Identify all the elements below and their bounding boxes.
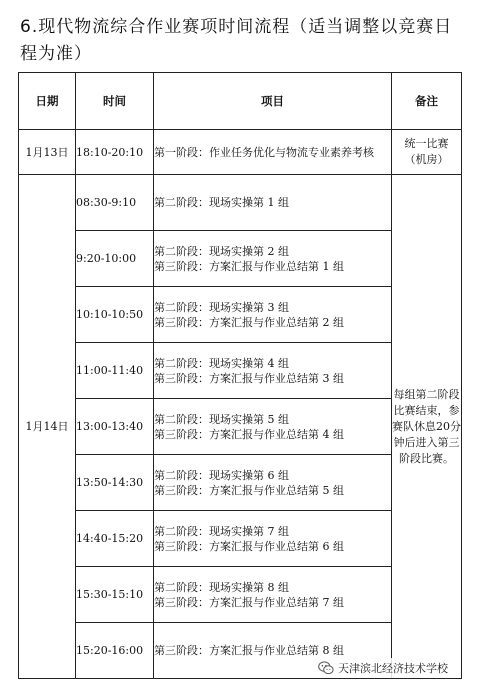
item-cell <box>154 175 392 231</box>
time-cell: 18:10-20:10 <box>76 130 154 175</box>
item-line: 第二阶段：现场实操第 1 组 <box>154 196 289 209</box>
item-line: 第二阶段：现场实操第 7 组 <box>154 524 289 538</box>
time-cell: 10:10-10:50 <box>76 287 154 343</box>
note-cell <box>392 175 462 679</box>
item-line: 第二阶段：现场实操第 6 组 <box>154 468 289 482</box>
table-header-row <box>19 73 462 130</box>
time-cell: 11:00-11:40 <box>76 343 154 399</box>
item-line: 第二阶段：现场实操第 8 组 <box>154 580 289 594</box>
item-line: 第二阶段：现场实操第 3 组 <box>154 300 289 314</box>
note-line: （机房） <box>404 153 449 166</box>
time-cell: 13:00-13:40 <box>76 399 154 455</box>
item-cell <box>154 511 392 567</box>
item-line: 第三阶段：方案汇报与作业总结第 5 组 <box>154 483 344 497</box>
note-cell <box>392 130 462 175</box>
item-line: 第三阶段：方案汇报与作业总结第 7 组 <box>154 595 344 609</box>
wechat-icon <box>318 660 334 676</box>
header-item: 项目 <box>154 73 392 130</box>
item-line: 第三阶段：方案汇报与作业总结第 4 组 <box>154 427 344 441</box>
item-cell <box>154 231 392 287</box>
table-row <box>19 175 462 231</box>
item-line: 第三阶段：方案汇报与作业总结第 6 组 <box>154 539 344 553</box>
time-cell: 15:20-16:00 <box>76 623 154 679</box>
header-time: 时间 <box>76 73 154 130</box>
item-line: 第三阶段：方案汇报与作业总结第 1 组 <box>154 259 344 273</box>
date-cell: 1月14日 <box>19 175 76 679</box>
item-line: 第三阶段：方案汇报与作业总结第 3 组 <box>154 371 344 385</box>
time-cell: 13:50-14:30 <box>76 455 154 511</box>
table-row <box>19 130 462 175</box>
time-cell: 9:20-10:00 <box>76 231 154 287</box>
watermark-text: 天津滨北经济技术学校 <box>338 662 448 675</box>
time-cell: 14:40-15:20 <box>76 511 154 567</box>
source-watermark <box>318 658 448 678</box>
header-date: 日期 <box>19 73 76 130</box>
header-note: 备注 <box>392 73 462 130</box>
item-cell <box>154 455 392 511</box>
item-text: 第一阶段：作业任务优化与物流专业素养考核 <box>154 145 374 159</box>
item-cell <box>154 130 392 175</box>
item-cell <box>154 399 392 455</box>
item-cell <box>154 343 392 399</box>
item-cell <box>154 567 392 623</box>
item-cell <box>154 287 392 343</box>
page-title: 6.现代物流综合作业赛项时间流程（适当调整以竞赛日程为准） <box>20 17 453 64</box>
schedule-table <box>18 72 462 679</box>
note-text: 每组第二阶段比赛结束，参赛队休息20分钟后进入第三阶段比赛。 <box>392 387 461 465</box>
time-cell: 08:30-9:10 <box>76 175 154 231</box>
time-cell: 15:30-15:10 <box>76 567 154 623</box>
item-line: 第二阶段：现场实操第 2 组 <box>154 244 289 258</box>
date-cell: 1月13日 <box>19 130 76 175</box>
item-line: 第二阶段：现场实操第 5 组 <box>154 412 289 426</box>
item-line: 第二阶段：现场实操第 4 组 <box>154 356 289 370</box>
note-line: 统一比赛 <box>404 137 449 150</box>
item-line: 第三阶段：方案汇报与作业总结第 2 组 <box>154 315 344 329</box>
item-line: 第三阶段：方案汇报与作业总结第 8 组 <box>154 644 344 657</box>
